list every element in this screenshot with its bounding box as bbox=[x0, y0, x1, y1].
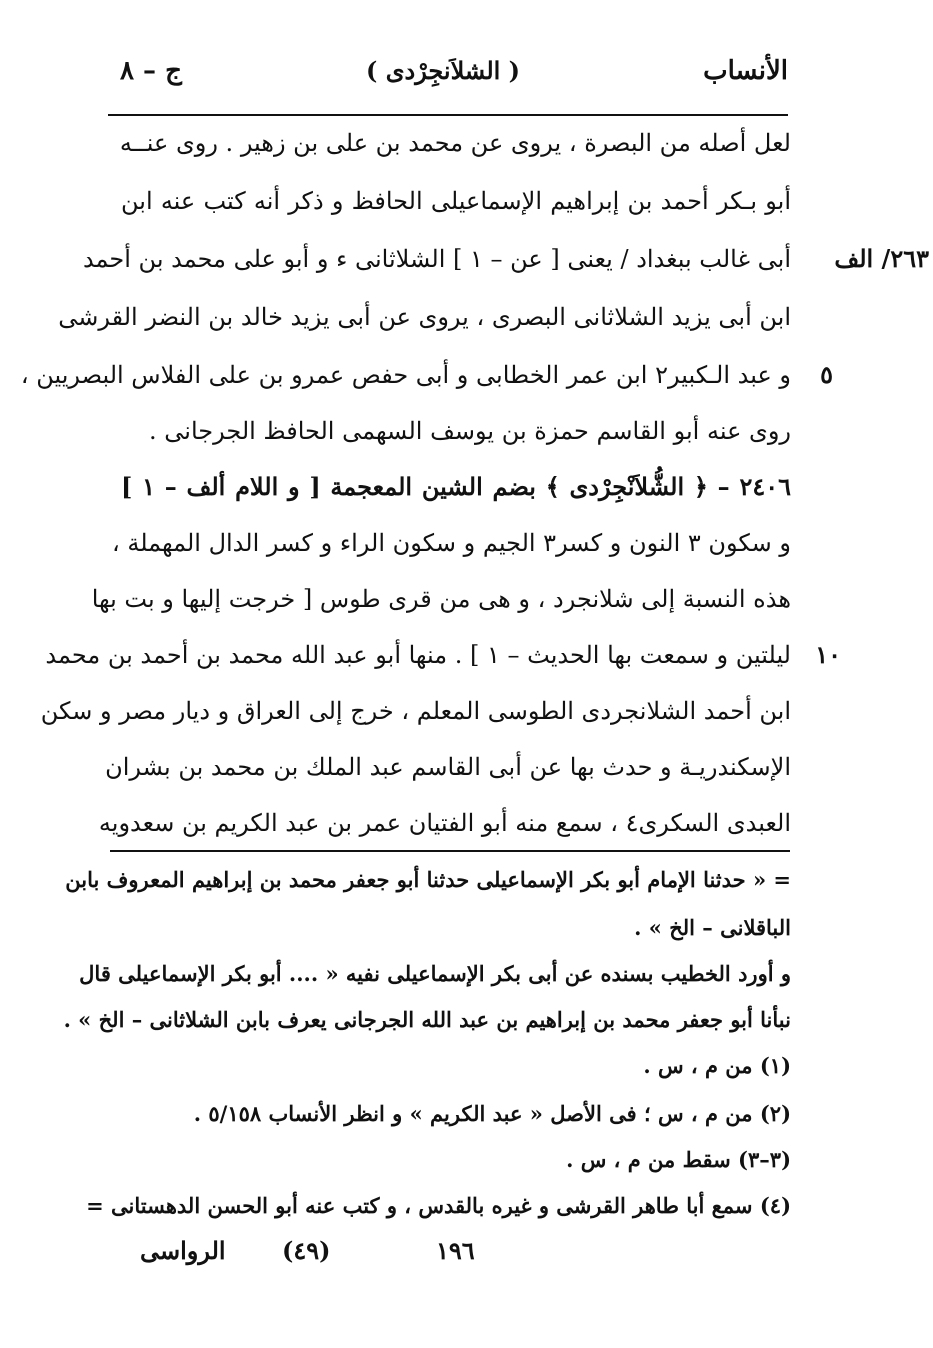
footnote-rule bbox=[110, 850, 790, 852]
header-book-title: الأنساب bbox=[703, 56, 788, 86]
body-line: العبدى السكرى٤ ، سمع منه أبو الفتيان عمر بن عبد الكريم بن سعدويه bbox=[98, 809, 791, 837]
body-line: أبى غالب ببغداد / يعنى [ عن – ١ ] الشلاثانى ء و أبو على محمد بن أحمد bbox=[82, 245, 791, 273]
body-line: روى عنه أبو القاسم حمزة بن يوسف السهمى الحافظ الجرجانى . bbox=[149, 417, 791, 445]
body-line: ليلتين و سمعت بها الحديث – ١ ] . منها أبو عبد الله محمد بن أحمد بن محمد bbox=[45, 641, 791, 669]
header-entry-title: ( الشلاَنجِرْدى ) bbox=[366, 56, 521, 85]
footnote-1: (١) من م ، س . bbox=[643, 1053, 791, 1078]
body-line: ابن أحمد الشلانجردى الطوسى المعلم ، خرج إلى العراق و ديار مصر و سكن bbox=[40, 697, 791, 725]
entry-heading-line: ٢٤٠٦ – ﴿ الشُّلاَنْجِرْدى ﴾ بضم الشين المعجمة [ و اللام ألف – ١ ] bbox=[121, 472, 791, 501]
footnote-4: (٤) سمع أبا طاهر القرشى و غيره بالقدس ، و كتب عنه أبو الحسن الدهستانى = bbox=[86, 1193, 791, 1218]
folio-marker: ٢٦٣/ الف bbox=[834, 244, 929, 273]
body-line: الإسكندريـة و حدث بها عن أبى القاسم عبد الملك بن محمد بن بشران bbox=[105, 753, 791, 781]
footer-signature-number: (٤٩) bbox=[282, 1236, 331, 1265]
body-line: و عبد الـكبير٢ ابن عمر الخطابى و أبى حفص عمرو بن على الفلاس البصريين ، bbox=[20, 361, 791, 389]
header-volume: ج – ٨ bbox=[120, 56, 182, 86]
line-number-10: ١٠ bbox=[815, 640, 841, 669]
footnote-3: (٣–٣) سقط من م ، س . bbox=[566, 1147, 791, 1172]
footnote-2: (٢) من م ، س ؛ فى الأصل « عبد الكريم » و انظر الأنساب ٥/١٥٨ . bbox=[193, 1101, 791, 1126]
body-line: أبو بـكر أحمد بن إبراهيم الإسماعيلى الحافظ و ذكر أنه كتب عنه ابن bbox=[121, 187, 791, 215]
line-number-5: ٥ bbox=[820, 360, 833, 389]
body-line: لعل أصله من البصرة ، يروى عن محمد بن على بن زهير . روى عنــه bbox=[119, 129, 791, 157]
body-line: و سكون ٣ النون و كسر٣ الجيم و سكون الراء و كسر الدال المهملة ، bbox=[111, 529, 791, 557]
footnote-line: = « حدثنا الإمام أبو بكر الإسماعيلى حدثنا أبو جعفر محمد بن إبراهيم المعروف بابن bbox=[65, 867, 791, 892]
body-line: هذه النسبة إلى شلانجرد ، و هى من قرى طوس [ خرجت إليها و بت بها bbox=[91, 585, 791, 613]
footnote-line: نبأنا أبو جعفر محمد بن إبراهيم بن عبد الله الجرجانى يعرف بابن الشلاثانى – الخ » . bbox=[63, 1007, 791, 1032]
footer-printer-name: الرواسى bbox=[140, 1236, 226, 1265]
footnote-line: الباقلانى – الخ » . bbox=[634, 915, 791, 940]
body-line: ابن أبى يزيد الشلاثانى البصرى ، يروى عن أبى يزيد خالد بن النضر القرشى bbox=[58, 303, 791, 331]
footer-page-number: ١٩٦ bbox=[436, 1236, 475, 1265]
footnote-line: و أورد الخطيب بسنده عن أبى بكر الإسماعيلى نفيه « .... أبو بكر الإسماعيلى قال bbox=[79, 961, 791, 986]
